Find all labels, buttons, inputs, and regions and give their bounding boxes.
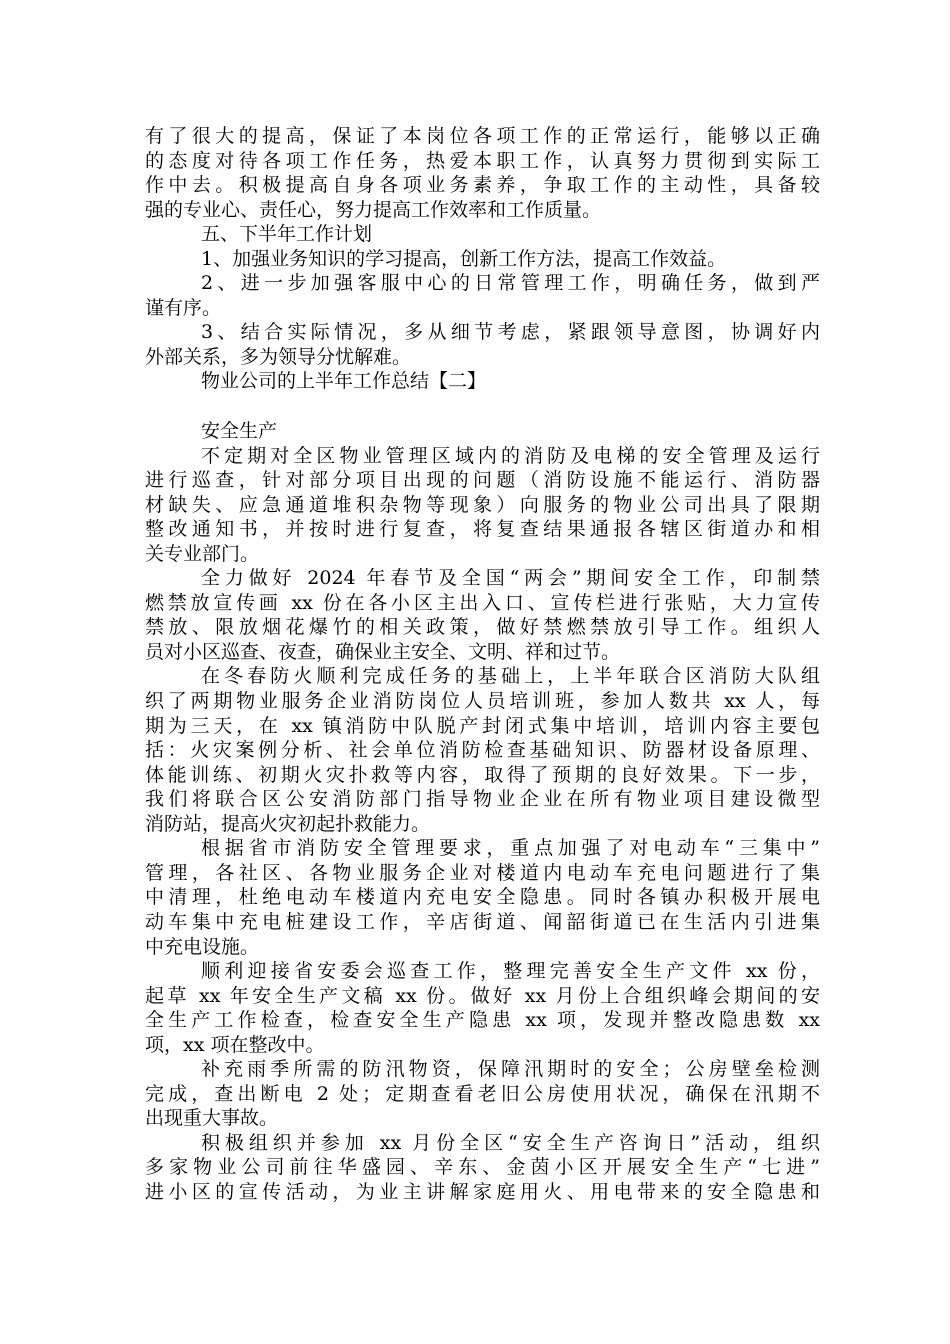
text-line: 关专业部门。 xyxy=(145,542,260,565)
text-line: 全生产工作检查，检查安全生产隐患 xx 项，发现并整改隐患数 xx xyxy=(145,1009,820,1032)
text-line: 有了很大的提高，保证了本岗位各项工作的正常运行，能够以正确 xyxy=(145,125,820,147)
text-line: 出现重大事故。 xyxy=(145,1107,279,1130)
text-line: 强的专业心、责任心，努力提高工作效率和工作质量。 xyxy=(145,198,602,221)
paragraph xyxy=(145,566,820,664)
paragraph xyxy=(145,1057,820,1131)
text-line: 项，xx 项在整改中。 xyxy=(145,1033,325,1056)
text-line: 2、进一步加强客服中心的日常管理工作，明确任务，做到严 xyxy=(201,272,820,295)
paragraph xyxy=(145,444,820,567)
text-line: 多家物业公司前往华盛园、辛东、金茵小区开展安全生产“七进” xyxy=(145,1156,820,1179)
text-line: 起草 xx 年安全生产文稿 xx 份。做好 xx 月份上合组织峰会期间的安 xyxy=(145,984,820,1007)
text-line: 进小区的宣传活动，为业主讲解家庭用火、用电带来的安全隐患和 xyxy=(145,1180,820,1203)
paragraph xyxy=(145,247,820,272)
paragraph xyxy=(145,959,820,1057)
paragraph xyxy=(145,1131,820,1205)
text-line: 1、加强业务知识的学习提高，创新工作方法，提高工作效益。 xyxy=(201,247,727,270)
paragraph xyxy=(145,664,820,836)
text-line: 燃禁放宣传画 xx 份在各小区主出入口、宣传栏进行张贴，大力宣传 xyxy=(145,591,820,614)
text-line: 员对小区巡查、夜查，确保业主安全、文明、祥和过节。 xyxy=(145,640,621,663)
document-page xyxy=(145,124,820,1205)
text-line: 括：火灾案例分析、社会单位消防检查基础知识、防器材设备原理、 xyxy=(145,739,820,762)
text-line: 作中去。积极提高自身各项业务素养，争取工作的主动性，具备较 xyxy=(145,174,820,197)
paragraph xyxy=(145,369,820,394)
text-line: 中充电设施。 xyxy=(145,935,260,958)
text-line: 积极组织并参加 xx 月份全区“安全生产咨询日”活动，组织 xyxy=(201,1131,820,1154)
text-line: 3、结合实际情况，多从细节考虑，紧跟领导意图，协调好内 xyxy=(201,321,820,344)
text-line: 谨有序。 xyxy=(145,296,222,319)
text-line: 全力做好 2024 年春节及全国“两会”期间安全工作，印制禁 xyxy=(201,567,820,590)
text-line: 体能训练、初期火灾扑救等内容，取得了预期的良好效果。下一步， xyxy=(145,763,820,786)
text-line: 五、下半年工作计划 xyxy=(201,223,373,246)
text-line: 不定期对全区物业管理区域内的消防及电梯的安全管理及运行 xyxy=(201,444,820,467)
text-line: 消防站，提高火灾初起扑救能力。 xyxy=(145,812,431,835)
paragraph-gap xyxy=(145,394,820,419)
paragraph xyxy=(145,320,820,369)
text-line: 根据省市消防安全管理要求，重点加强了对电动车“三集中” xyxy=(201,837,820,860)
text-line: 顺利迎接省安委会巡查工作，整理完善安全生产文件 xx 份， xyxy=(201,960,820,983)
text-line: 物业公司的上半年工作总结【二】 xyxy=(201,370,487,393)
text-line: 外部关系，多为领导分忧解难。 xyxy=(145,345,412,368)
paragraph xyxy=(145,124,820,222)
text-line: 禁放、限放烟花爆竹的相关政策，做好禁燃禁放引导工作。组织人 xyxy=(145,616,820,639)
text-line: 安全生产 xyxy=(201,420,278,443)
text-line: 期为三天，在 xx 镇消防中队脱产封闭式集中培训，培训内容主要包 xyxy=(145,714,820,737)
text-line: 补充雨季所需的防汛物资，保障汛期时的安全；公房壁垒检测 xyxy=(201,1058,820,1081)
paragraph xyxy=(145,222,820,247)
text-line: 材缺失、应急通道堆积杂物等现象）向服务的物业公司出具了限期 xyxy=(145,493,820,516)
text-line: 中清理，杜绝电动车楼道内充电安全隐患。同时各镇办积极开展电 xyxy=(145,886,820,909)
text-line: 我们将联合区公安消防部门指导物业企业在所有物业项目建设微型 xyxy=(145,788,820,811)
text-line: 整改通知书，并按时进行复查，将复查结果通报各辖区街道办和相 xyxy=(145,518,820,541)
text-line: 动车集中充电桩建设工作，辛店街道、闻韶街道已在生活内引进集 xyxy=(145,910,820,933)
paragraph xyxy=(145,419,820,444)
text-line: 织了两期物业服务企业消防岗位人员培训班，参加人数共 xx 人，每 xyxy=(145,690,820,713)
text-line: 管理，各社区、各物业服务企业对楼道内电动车充电问题进行了集 xyxy=(145,861,820,884)
text-line: 的态度对待各项工作任务，热爱本职工作，认真努力贯彻到实际工 xyxy=(145,149,820,172)
text-line: 完成，查出断电 2 处；定期查看老旧公房使用状况，确保在汛期不 xyxy=(145,1082,820,1105)
paragraph xyxy=(145,836,820,959)
text-line: 进行巡查，针对部分项目出现的问题（消防设施不能运行、消防器 xyxy=(145,469,820,492)
text-line: 在冬春防火顺利完成任务的基础上，上半年联合区消防大队组 xyxy=(201,665,820,688)
paragraph xyxy=(145,271,820,320)
